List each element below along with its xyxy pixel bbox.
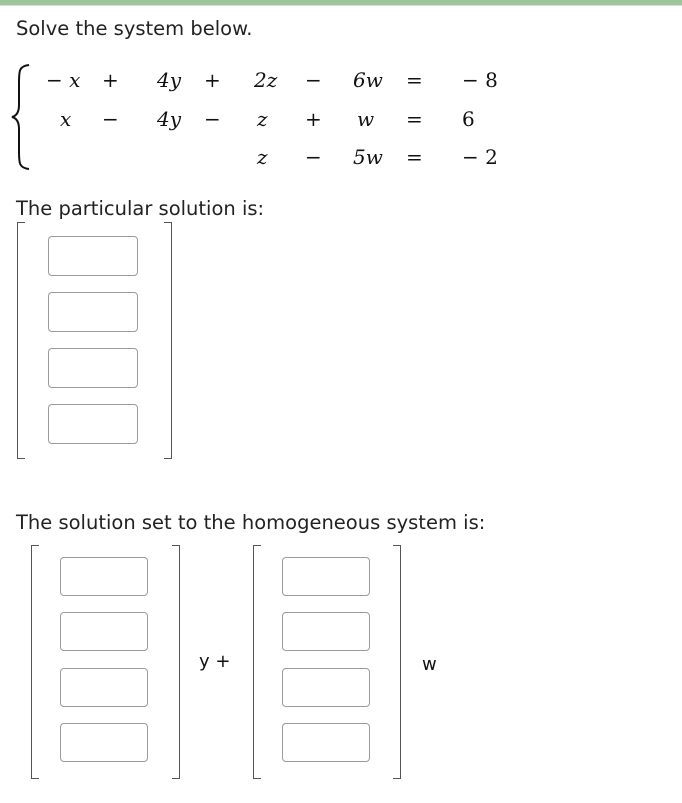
particular-x-input[interactable] — [48, 236, 138, 276]
row1-term-x: − 𝑥 — [46, 68, 81, 92]
homogeneous-w-z-input[interactable] — [282, 668, 370, 707]
row2-term-w: 𝑤 — [357, 107, 375, 131]
row3-term-z: 𝑧 — [257, 145, 268, 169]
homogeneous-y-z-input[interactable] — [60, 668, 148, 707]
particular-y-input[interactable] — [48, 292, 138, 332]
homogeneous-solution-label: The solution set to the homogeneous system is: — [16, 511, 486, 534]
right-bracket — [172, 545, 180, 779]
system-brace — [10, 63, 32, 171]
row1-op3: − — [305, 68, 322, 92]
row1-equals: = — [406, 68, 423, 92]
right-bracket — [164, 222, 172, 459]
row1-term-w: 6𝑤 — [353, 68, 383, 92]
row1-op2: + — [204, 68, 221, 92]
left-bracket — [17, 222, 25, 459]
homogeneous-w-w-input[interactable] — [282, 723, 370, 762]
particular-solution-label: The particular solution is: — [16, 197, 265, 220]
row1-op1: + — [102, 68, 119, 92]
row1-rhs: − 8 — [462, 68, 498, 92]
left-bracket — [253, 545, 261, 779]
coefficient-y-plus: y + — [199, 651, 231, 672]
row2-term-z: 𝑧 — [257, 107, 268, 131]
row2-op3: + — [305, 107, 322, 131]
row3-equals: = — [406, 145, 423, 169]
top-accent-line — [0, 5, 682, 6]
homogeneous-y-y-input[interactable] — [60, 612, 148, 651]
row2-rhs: 6 — [462, 107, 475, 131]
particular-z-input[interactable] — [48, 348, 138, 388]
particular-w-input[interactable] — [48, 404, 138, 444]
problem-prompt: Solve the system below. — [16, 17, 253, 40]
row2-equals: = — [406, 107, 423, 131]
row1-term-y: 4𝑦 — [157, 68, 182, 92]
row1-term-z: 2𝑧 — [254, 68, 278, 92]
row2-op1: − — [102, 107, 119, 131]
coefficient-w: w — [422, 654, 437, 675]
right-bracket — [393, 545, 401, 779]
row3-rhs: − 2 — [462, 145, 498, 169]
row2-term-x: 𝑥 — [60, 107, 72, 131]
homogeneous-y-w-input[interactable] — [60, 723, 148, 762]
row2-term-y: 4𝑦 — [157, 107, 182, 131]
row2-op2: − — [204, 107, 221, 131]
homogeneous-y-x-input[interactable] — [60, 557, 148, 596]
row3-op3: − — [305, 145, 322, 169]
homogeneous-w-x-input[interactable] — [282, 557, 370, 596]
homogeneous-w-y-input[interactable] — [282, 612, 370, 651]
row3-term-w: 5𝑤 — [353, 145, 383, 169]
left-bracket — [31, 545, 39, 779]
